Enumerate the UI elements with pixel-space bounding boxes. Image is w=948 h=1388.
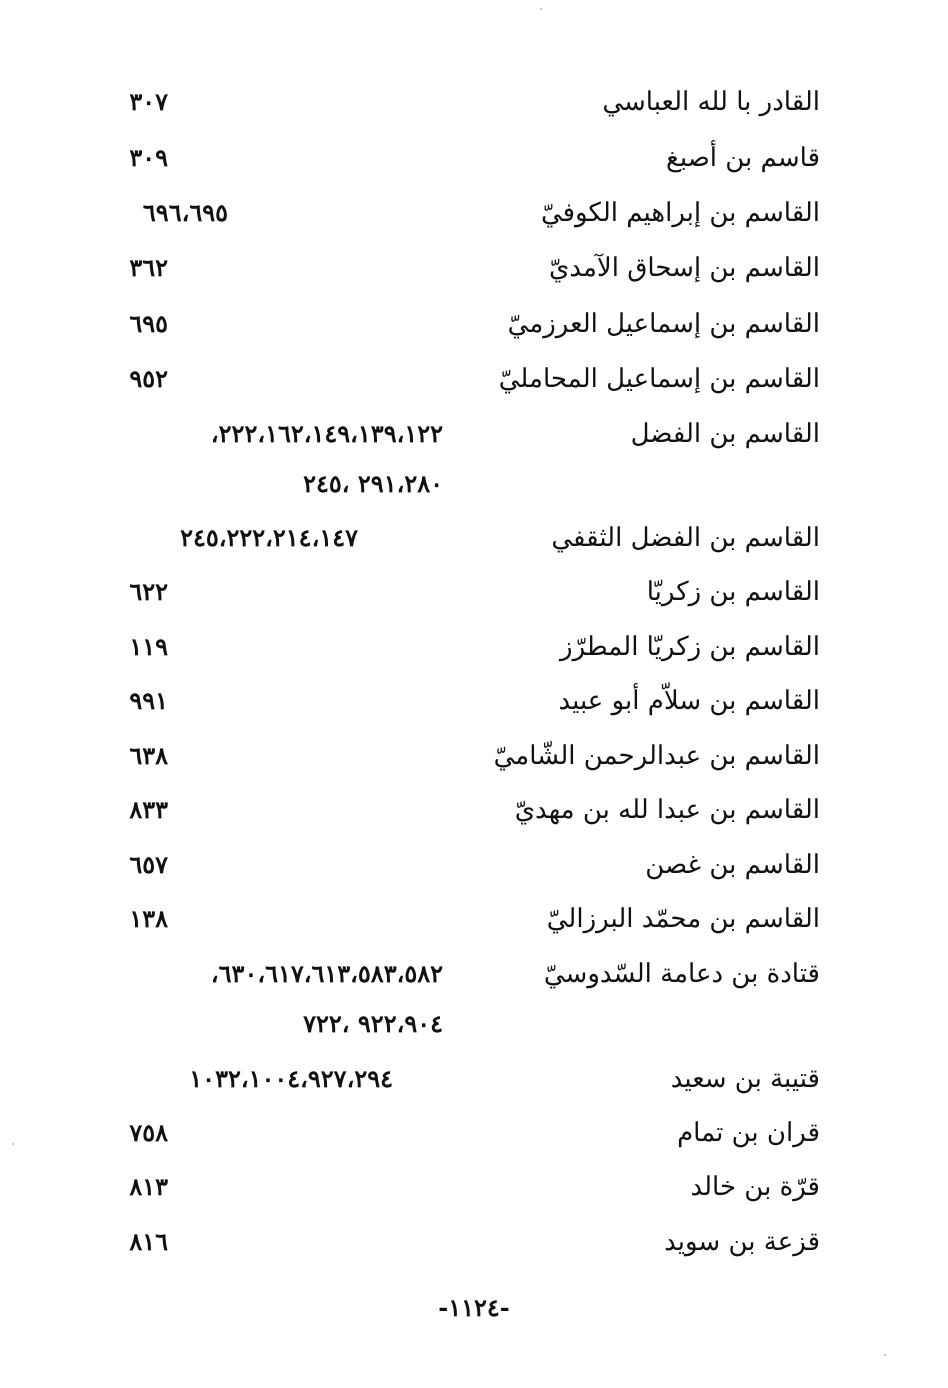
index-entry xyxy=(0,414,948,454)
index-entry xyxy=(0,518,948,558)
entry-pages: ٦٣٨ xyxy=(129,741,168,770)
entry-name: قزعة بن سويد xyxy=(664,1227,820,1257)
entry-name: قرّة بن خالد xyxy=(690,1172,820,1202)
entry-name: قران بن تمام xyxy=(677,1118,820,1148)
index-entry xyxy=(0,1059,948,1099)
entry-name: القاسم بن الفضل الثقفي xyxy=(551,523,820,553)
entry-name: القاسم بن محمّد البرزاليّ xyxy=(546,904,820,934)
index-entry xyxy=(0,138,948,178)
entry-pages: ١٠٣٢،١٠٠٤،٩٢٧،٢٩٤ xyxy=(189,1064,393,1093)
entry-pages: ١٣٨ xyxy=(129,904,168,933)
index-entry xyxy=(0,954,948,994)
entry-pages: ٨٣٣ xyxy=(129,795,168,824)
entry-pages: ٧٥٨ xyxy=(129,1118,168,1147)
index-entry xyxy=(0,627,948,667)
index-entry xyxy=(0,248,948,288)
scan-speck xyxy=(884,1354,886,1356)
entry-pages-continued: ٢٩١،٢٨٠ ،٢٤٥ xyxy=(303,469,443,498)
index-entry xyxy=(0,1167,948,1207)
entry-name: القاسم بن إسماعيل العرزميّ xyxy=(507,309,820,339)
entry-pages: ٦٩٥ xyxy=(129,309,168,338)
index-entry xyxy=(0,304,948,344)
entry-name: القادر با لله العباسي xyxy=(602,87,820,117)
entry-name: القاسم بن زكريّا xyxy=(646,577,820,607)
page-number: -١١٢٤- xyxy=(438,1293,510,1322)
entry-name: القاسم بن عبدا لله بن مهديّ xyxy=(514,795,820,825)
entry-pages-continued: ٩٢٢،٩٠٤ ،٧٢٢ xyxy=(303,1009,443,1038)
scan-speck xyxy=(540,8,542,10)
index-entry xyxy=(0,681,948,721)
entry-name: القاسم بن إسحاق الآمديّ xyxy=(549,253,820,283)
entry-name: قتيبة بن سعيد xyxy=(670,1064,820,1094)
index-entry xyxy=(0,1113,948,1153)
index-entry xyxy=(0,572,948,612)
index-entry xyxy=(0,1222,948,1262)
entry-pages: ٢٢٢،١٦٢،١٤٩،١٣٩،١٢٢، xyxy=(210,419,443,448)
entry-name: قتادة بن دعامة السّدوسيّ xyxy=(543,959,820,989)
entry-pages: ٦٢٢ xyxy=(129,577,168,606)
entry-pages: ٨١٣ xyxy=(129,1172,168,1201)
entry-name: القاسم بن الفضل xyxy=(630,419,820,449)
index-entry xyxy=(0,736,948,776)
entry-pages: ٦٩٦،٦٩٥ xyxy=(142,198,228,227)
entry-pages: ١١٩ xyxy=(129,632,168,661)
index-entry xyxy=(0,845,948,885)
entry-pages: ٣٠٧ xyxy=(129,87,168,116)
entry-pages: ٦٥٧ xyxy=(129,850,168,879)
index-entry xyxy=(0,899,948,939)
entry-name: القاسم بن غصن xyxy=(645,850,820,880)
entry-pages: ٣٠٩ xyxy=(129,143,168,172)
index-entry xyxy=(0,193,948,233)
scan-speck xyxy=(12,1143,14,1145)
entry-name: القاسم بن عبدالرحمن الشّاميّ xyxy=(493,741,820,771)
entry-pages: ٣٦٢ xyxy=(129,253,168,282)
entry-name: القاسم بن سلاّم أبو عبيد xyxy=(558,686,820,716)
index-entry xyxy=(0,790,948,830)
entry-name: القاسم بن زكريّا المطرّز xyxy=(560,632,820,662)
entry-pages: ٨١٦ xyxy=(129,1227,168,1256)
index-entry xyxy=(0,359,948,399)
entry-pages: ٦٣٠،٦١٧،٦١٣،٥٨٣،٥٨٢، xyxy=(210,959,443,988)
entry-pages: ٩٩١ xyxy=(129,686,168,715)
entry-name: قاسم بن أصبغ xyxy=(666,143,820,173)
entry-name: القاسم بن إسماعيل المحامليّ xyxy=(498,364,820,394)
entry-name: القاسم بن إبراهيم الكوفيّ xyxy=(540,198,820,228)
entry-pages: ٩٥٢ xyxy=(129,364,168,393)
index-entry xyxy=(0,82,948,122)
entry-pages: ٢٤٥،٢٢٢،٢١٤،١٤٧ xyxy=(180,523,358,552)
